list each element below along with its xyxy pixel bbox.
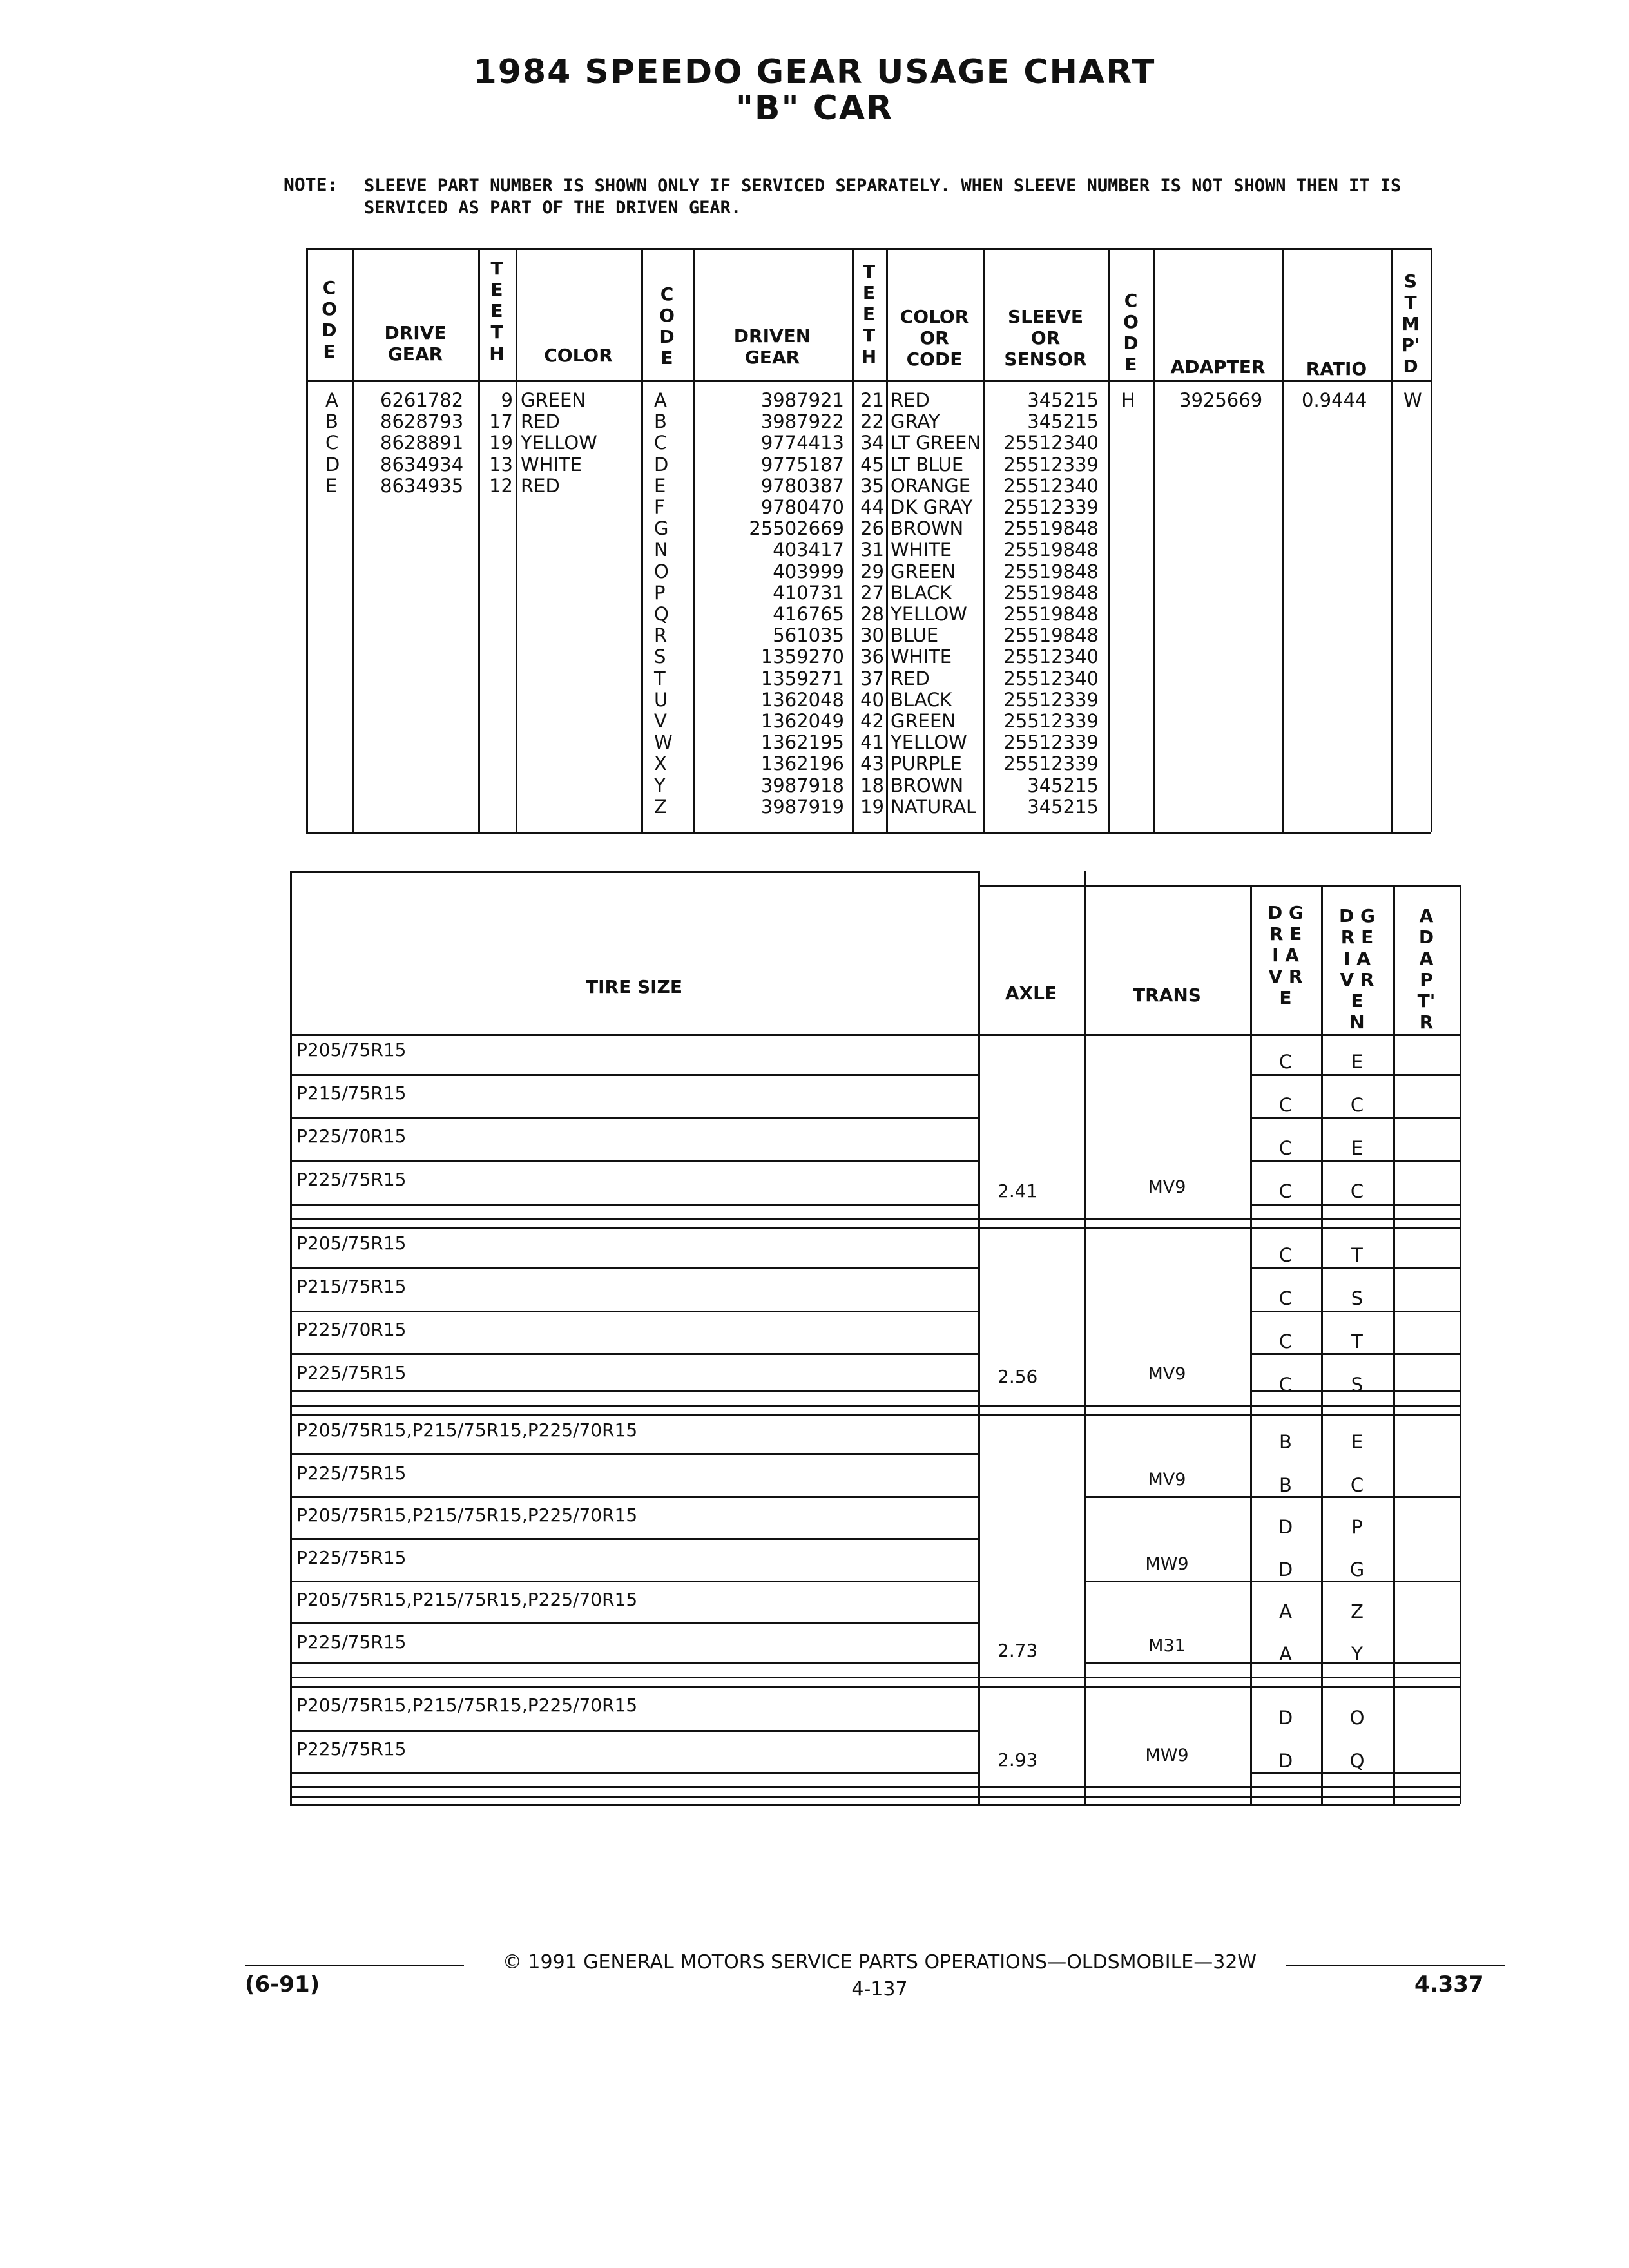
drive-gear-code: D xyxy=(1278,1559,1293,1581)
drive-gear-code: C xyxy=(1278,1094,1293,1116)
group-separator xyxy=(290,1218,1460,1220)
drive-gear-code: C xyxy=(1278,1374,1293,1396)
driven-code: P xyxy=(654,581,666,604)
driven-gear-code: S xyxy=(1351,1287,1364,1309)
header-driven-teeth: T E E T H xyxy=(861,261,877,367)
drive-code: E xyxy=(325,474,338,497)
driven-sleeve: 25512340 xyxy=(1003,474,1099,497)
driven-gear-code: Q xyxy=(1349,1750,1365,1772)
driven-color: WHITE xyxy=(891,646,952,668)
axle-ratio: 2.56 xyxy=(998,1366,1038,1387)
driven-color: BLACK xyxy=(891,688,952,711)
group-separator xyxy=(290,1414,1460,1416)
driven-gear-number: 1362196 xyxy=(760,753,844,775)
driven-gear-number: 9774413 xyxy=(760,432,844,454)
trans-row-rule xyxy=(1084,1662,1250,1664)
drive-color: WHITE xyxy=(521,453,583,476)
adapter-code: H xyxy=(1121,389,1135,411)
driven-color: GRAY xyxy=(891,410,940,433)
drive-teeth: 13 xyxy=(489,453,513,476)
code-row-rule xyxy=(1250,1581,1460,1582)
drive-gear-code: D xyxy=(1278,1750,1293,1772)
group-separator xyxy=(290,1405,1460,1407)
driven-code: S xyxy=(654,646,666,668)
drive-gear-number: 8628891 xyxy=(380,432,464,454)
usage-table-header-rule xyxy=(290,1034,1460,1036)
driven-teeth: 45 xyxy=(860,453,884,476)
usage-table-bottom-border xyxy=(290,1804,1460,1806)
driven-gear-code: C xyxy=(1350,1474,1364,1496)
driven-teeth: 34 xyxy=(860,432,884,454)
driven-code: E xyxy=(654,474,666,497)
drive-gear-code: C xyxy=(1278,1180,1293,1202)
drive-teeth: 17 xyxy=(489,410,513,433)
tire-row-rule xyxy=(290,1538,978,1540)
gear-table-column-rule xyxy=(1431,248,1432,832)
driven-code: O xyxy=(654,560,669,582)
driven-code: B xyxy=(654,410,667,433)
header-trans: TRANS xyxy=(1133,985,1201,1006)
driven-teeth: 18 xyxy=(860,774,884,796)
tire-row-rule xyxy=(290,1453,978,1455)
driven-sleeve: 345215 xyxy=(1027,795,1099,818)
driven-gear-number: 9780387 xyxy=(760,474,844,497)
tire-row-rule xyxy=(290,1160,978,1162)
header-ratio: RATIO xyxy=(1306,358,1367,380)
page-subtitle: "B" CAR xyxy=(735,89,894,128)
driven-color: LT GREEN xyxy=(891,432,981,454)
tire-size: P205/75R15 xyxy=(296,1233,407,1254)
trans-row-rule xyxy=(1084,1496,1250,1498)
driven-sleeve: 25519848 xyxy=(1003,581,1099,604)
header-teeth: T E E T H xyxy=(489,258,505,364)
driven-color: ORANGE xyxy=(891,474,971,497)
gear-table-column-rule xyxy=(1282,248,1284,832)
driven-gear-number: 25502669 xyxy=(749,517,844,540)
driven-gear-number: 9775187 xyxy=(760,453,844,476)
code-row-rule xyxy=(1250,1496,1460,1498)
group-separator xyxy=(290,1686,1460,1688)
code-row-rule xyxy=(1250,1117,1460,1119)
footer-copyright: © 1991 GENERAL MOTORS SERVICE PARTS OPERATIONS—OLDSMOBILE—32W xyxy=(502,1951,1257,1974)
driven-gear-code: Y xyxy=(1351,1643,1363,1665)
driven-color: LT BLUE xyxy=(891,453,964,476)
driven-sleeve: 25512339 xyxy=(1003,453,1099,476)
driven-code: R xyxy=(654,624,668,647)
code-row-rule xyxy=(1250,1353,1460,1355)
driven-sleeve: 25512340 xyxy=(1003,646,1099,668)
usage-table-column-rule xyxy=(978,871,980,1804)
driven-gear-number: 3987922 xyxy=(760,410,844,433)
tire-row-rule xyxy=(290,1772,978,1774)
usage-table-right-border xyxy=(1460,885,1461,1804)
driven-gear-code: T xyxy=(1351,1331,1363,1352)
driven-gear-code: C xyxy=(1350,1094,1364,1116)
footer-rule-left xyxy=(245,1965,464,1966)
driven-gear-number: 1362195 xyxy=(760,731,844,754)
tire-row-rule xyxy=(290,1662,978,1664)
driven-color: WHITE xyxy=(891,539,952,561)
driven-gear-number: 410731 xyxy=(773,581,844,604)
adapter-number: 3925669 xyxy=(1179,389,1263,411)
driven-gear-code: P xyxy=(1351,1516,1363,1538)
driven-color: RED xyxy=(891,389,930,411)
driven-sleeve: 25519848 xyxy=(1003,560,1099,582)
note-label: NOTE: xyxy=(284,174,338,195)
code-row-rule xyxy=(1250,1267,1460,1269)
code-row-rule xyxy=(1250,1772,1460,1774)
drive-color: YELLOW xyxy=(521,432,597,454)
tire-size: P225/70R15 xyxy=(296,1126,407,1147)
driven-gear-number: 416765 xyxy=(773,603,844,625)
tire-size: P205/75R15,P215/75R15,P225/70R15 xyxy=(296,1419,638,1441)
driven-color: BROWN xyxy=(891,774,964,796)
driven-teeth: 41 xyxy=(860,731,884,754)
driven-teeth: 27 xyxy=(860,581,884,604)
page-title: 1984 SPEEDO GEAR USAGE CHART xyxy=(473,53,1156,91)
driven-sleeve: 25519848 xyxy=(1003,517,1099,540)
drive-gear-code: B xyxy=(1279,1474,1292,1496)
driven-teeth: 29 xyxy=(860,560,884,582)
driven-code: X xyxy=(654,753,667,775)
driven-teeth: 44 xyxy=(860,496,884,518)
driven-code: D xyxy=(654,453,669,476)
driven-code: W xyxy=(654,731,673,754)
tire-row-rule xyxy=(290,1622,978,1624)
driven-gear-number: 3987919 xyxy=(760,795,844,818)
driven-color: GREEN xyxy=(891,560,956,582)
trans-code: MV9 xyxy=(1148,1177,1186,1197)
driven-sleeve: 25512339 xyxy=(1003,710,1099,732)
drive-color: RED xyxy=(521,474,560,497)
tire-row-rule xyxy=(290,1267,978,1269)
tire-size: P225/75R15 xyxy=(296,1463,407,1484)
driven-gear-code: E xyxy=(1351,1051,1364,1073)
driven-color: NATURAL xyxy=(891,795,977,818)
driven-gear-code: E xyxy=(1351,1431,1364,1453)
drive-teeth: 9 xyxy=(501,389,513,411)
gear-table-column-rule xyxy=(516,248,517,832)
driven-teeth: 19 xyxy=(860,795,884,818)
tire-row-rule xyxy=(290,1390,978,1392)
gear-table-bottom-border xyxy=(306,832,1431,834)
trans-code: MW9 xyxy=(1145,1745,1189,1765)
trans-row-rule xyxy=(1084,1581,1250,1582)
drive-gear-code: C xyxy=(1278,1137,1293,1159)
driven-color: BROWN xyxy=(891,517,964,540)
driven-sleeve: 25519848 xyxy=(1003,603,1099,625)
driven-sleeve: 25512339 xyxy=(1003,731,1099,754)
drive-gear-code: A xyxy=(1279,1600,1292,1622)
drive-color: GREEN xyxy=(521,389,586,411)
driven-color: RED xyxy=(891,667,930,689)
gear-table-top-border xyxy=(306,248,1431,250)
driven-teeth: 42 xyxy=(860,710,884,732)
drive-gear-code: D xyxy=(1278,1516,1293,1538)
footer-subpage: 4-137 xyxy=(851,1978,908,2001)
driven-sleeve: 25512340 xyxy=(1003,432,1099,454)
driven-color: DK GRAY xyxy=(891,496,973,518)
driven-teeth: 36 xyxy=(860,646,884,668)
trans-code: M31 xyxy=(1148,1636,1186,1656)
tire-size: P215/75R15 xyxy=(296,1276,407,1297)
tire-row-rule xyxy=(290,1204,978,1206)
tire-size: P215/75R15 xyxy=(296,1082,407,1104)
group-separator xyxy=(290,1677,1460,1678)
driven-sleeve: 25512339 xyxy=(1003,688,1099,711)
driven-code: N xyxy=(654,539,668,561)
footer-rule-right xyxy=(1286,1965,1505,1966)
driven-teeth: 31 xyxy=(860,539,884,561)
driven-teeth: 37 xyxy=(860,667,884,689)
tire-size: P225/75R15 xyxy=(296,1547,407,1568)
driven-gear-number: 3987918 xyxy=(760,774,844,796)
drive-color: RED xyxy=(521,410,560,433)
driven-gear-number: 1362048 xyxy=(760,688,844,711)
trans-code: MW9 xyxy=(1145,1554,1189,1574)
driven-code: T xyxy=(654,667,666,689)
drive-gear-number: 8634935 xyxy=(380,474,464,497)
driven-code: Z xyxy=(654,795,667,818)
tire-size: P225/75R15 xyxy=(296,1169,407,1190)
tire-size: P225/75R15 xyxy=(296,1738,407,1760)
drive-gear-code: A xyxy=(1279,1643,1292,1665)
usage-table-top-border-right xyxy=(978,885,1460,887)
note-line-1: SLEEVE PART NUMBER IS SHOWN ONLY IF SERVICED SEPARATELY. WHEN SLEEVE NUMBER IS NOT SHOWN THEN IT IS xyxy=(364,176,1402,196)
driven-sleeve: 25512340 xyxy=(1003,667,1099,689)
driven-sleeve: 345215 xyxy=(1027,774,1099,796)
drive-teeth: 19 xyxy=(489,432,513,454)
footer-date: (6-91) xyxy=(245,1972,320,1997)
header-drive-gear-code: D G R E I A V R E xyxy=(1268,902,1304,1008)
group-separator xyxy=(290,1796,1460,1798)
driven-teeth: 40 xyxy=(860,688,884,711)
header-adapter-code: C O D E xyxy=(1123,290,1139,375)
driven-gear-number: 1359270 xyxy=(760,646,844,668)
tire-row-rule xyxy=(290,1353,978,1355)
tire-row-rule xyxy=(290,1311,978,1312)
driven-code: Y xyxy=(654,774,666,796)
driven-teeth: 26 xyxy=(860,517,884,540)
axle-ratio: 2.73 xyxy=(998,1640,1038,1661)
driven-teeth: 21 xyxy=(860,389,884,411)
driven-gear-number: 3987921 xyxy=(760,389,844,411)
axle-ratio: 2.93 xyxy=(998,1749,1038,1771)
drive-teeth: 12 xyxy=(489,474,513,497)
code-row-rule xyxy=(1250,1074,1460,1076)
header-driven-gear: DRIVEN GEAR xyxy=(733,325,811,368)
tire-size: P205/75R15,P215/75R15,P225/70R15 xyxy=(296,1695,638,1716)
driven-color: GREEN xyxy=(891,710,956,732)
driven-gear-code: Z xyxy=(1351,1600,1364,1622)
note-line-2: SERVICED AS PART OF THE DRIVEN GEAR. xyxy=(364,198,742,218)
driven-gear-code: E xyxy=(1351,1137,1364,1159)
code-row-rule xyxy=(1250,1311,1460,1312)
code-row-rule xyxy=(1250,1160,1460,1162)
driven-gear-number: 403999 xyxy=(773,560,844,582)
adapter-stamped: W xyxy=(1403,389,1422,411)
header-driven-code: C O D E xyxy=(659,284,675,369)
driven-color: BLUE xyxy=(891,624,939,647)
driven-color: YELLOW xyxy=(891,603,967,625)
axle-ratio: 2.41 xyxy=(998,1180,1038,1202)
gear-table-column-rule xyxy=(1153,248,1155,832)
tire-row-rule xyxy=(290,1496,978,1498)
header-adapter-flag: A D A P T' R xyxy=(1417,905,1436,1033)
tire-row-rule xyxy=(290,1730,978,1732)
tire-row-rule xyxy=(290,1581,978,1582)
drive-gear-number: 8634934 xyxy=(380,453,464,476)
footer-page-number: 4.337 xyxy=(1414,1972,1484,1997)
usage-table-top-border xyxy=(290,871,978,873)
adapter-ratio: 0.9444 xyxy=(1302,389,1367,411)
header-tire-size: TIRE SIZE xyxy=(586,976,682,997)
driven-sleeve: 25512339 xyxy=(1003,753,1099,775)
driven-code: F xyxy=(654,496,665,518)
drive-gear-code: C xyxy=(1278,1331,1293,1352)
drive-gear-code: D xyxy=(1278,1707,1293,1729)
drive-code: B xyxy=(325,410,338,433)
drive-gear-code: C xyxy=(1278,1051,1293,1073)
header-axle: AXLE xyxy=(1005,983,1057,1004)
driven-sleeve: 25519848 xyxy=(1003,624,1099,647)
driven-color: YELLOW xyxy=(891,731,967,754)
drive-code: C xyxy=(325,432,339,454)
header-code: C O D E xyxy=(322,277,337,362)
driven-teeth: 35 xyxy=(860,474,884,497)
driven-code: Q xyxy=(654,603,669,625)
driven-gear-code: S xyxy=(1351,1374,1364,1396)
drive-gear-code: C xyxy=(1278,1244,1293,1266)
driven-teeth: 30 xyxy=(860,624,884,647)
tire-size: P225/70R15 xyxy=(296,1319,407,1340)
driven-gear-number: 561035 xyxy=(773,624,844,647)
code-row-rule xyxy=(1250,1204,1460,1206)
driven-gear-code: T xyxy=(1351,1244,1363,1266)
driven-code: V xyxy=(654,710,667,732)
driven-gear-number: 1362049 xyxy=(760,710,844,732)
drive-gear-code: B xyxy=(1279,1431,1292,1453)
drive-code: D xyxy=(325,453,340,476)
driven-gear-code: O xyxy=(1349,1707,1365,1729)
driven-teeth: 43 xyxy=(860,753,884,775)
trans-code: MV9 xyxy=(1148,1364,1186,1384)
driven-code: G xyxy=(654,517,669,540)
drive-gear-code: C xyxy=(1278,1287,1293,1309)
gear-table-header-rule xyxy=(306,380,1431,382)
tire-size: P205/75R15,P215/75R15,P225/70R15 xyxy=(296,1589,638,1610)
driven-sleeve: 345215 xyxy=(1027,389,1099,411)
driven-teeth: 22 xyxy=(860,410,884,433)
tire-row-rule xyxy=(290,1074,978,1076)
drive-code: A xyxy=(325,389,338,411)
header-sleeve-or-sensor: SLEEVE OR SENSOR xyxy=(1004,306,1087,370)
tire-size: P225/75R15 xyxy=(296,1362,407,1383)
header-color-or-code: COLOR OR CODE xyxy=(900,306,969,370)
header-stamped: S T M P' D xyxy=(1401,271,1420,377)
driven-code: C xyxy=(654,432,668,454)
tire-size: P205/75R15 xyxy=(296,1039,407,1061)
driven-color: BLACK xyxy=(891,581,952,604)
drive-gear-number: 8628793 xyxy=(380,410,464,433)
driven-color: PURPLE xyxy=(891,753,962,775)
driven-sleeve: 25519848 xyxy=(1003,539,1099,561)
header-adapter: ADAPTER xyxy=(1170,356,1266,378)
driven-sleeve: 345215 xyxy=(1027,410,1099,433)
group-separator xyxy=(290,1227,1460,1229)
header-drive-gear: DRIVE GEAR xyxy=(384,322,447,365)
header-color: COLOR xyxy=(544,345,613,366)
group-separator xyxy=(290,1786,1460,1788)
driven-gear-number: 9780470 xyxy=(760,496,844,518)
driven-gear-number: 1359271 xyxy=(760,667,844,689)
driven-code: U xyxy=(654,688,668,711)
tire-row-rule xyxy=(290,1117,978,1119)
driven-sleeve: 25512339 xyxy=(1003,496,1099,518)
drive-gear-number: 6261782 xyxy=(380,389,464,411)
tire-size: P205/75R15,P215/75R15,P225/70R15 xyxy=(296,1504,638,1526)
trans-code: MV9 xyxy=(1148,1470,1186,1490)
driven-gear-code: G xyxy=(1349,1559,1365,1581)
tire-size: P225/75R15 xyxy=(296,1631,407,1653)
driven-code: A xyxy=(654,389,667,411)
driven-teeth: 28 xyxy=(860,603,884,625)
driven-gear-code: C xyxy=(1350,1180,1364,1202)
header-driven-gear-code: D G R E I A V R E N xyxy=(1339,905,1375,1033)
driven-gear-number: 403417 xyxy=(773,539,844,561)
